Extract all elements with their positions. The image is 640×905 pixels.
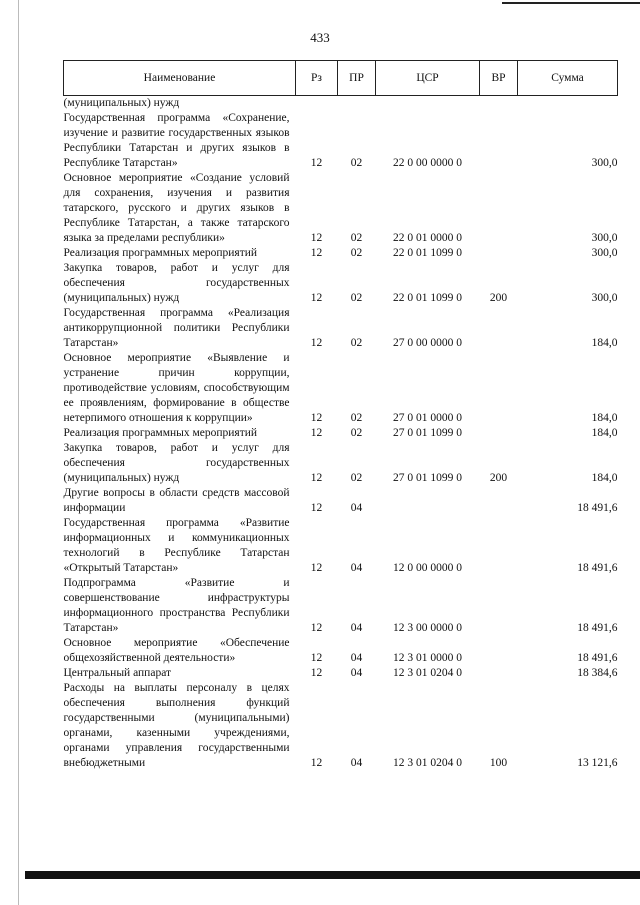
- cell-rz: 12: [310, 337, 323, 349]
- top-rule: [502, 2, 640, 4]
- cell-name: Закупка товаров, работ и услуг для обеспечения государственных (муниципальных) нужд: [63, 442, 290, 484]
- table-row: [64, 441, 618, 486]
- cell-csr: 27 0 01 1099 0: [393, 427, 462, 439]
- cell-csr: 12 3 01 0204 0: [393, 667, 462, 679]
- page-number: 433: [310, 30, 330, 45]
- cell-name: Подпрограмма «Развитие и совершенствование инфраструктуры информационного пространства Республики Татарстан»: [63, 577, 290, 634]
- cell-rz: 12: [310, 472, 323, 484]
- table-row: [64, 171, 618, 246]
- cell-rz: [296, 96, 338, 112]
- cell-name: Другие вопросы в области средств массовой информации: [63, 487, 290, 514]
- cell-pr: 04: [350, 757, 363, 769]
- cell-vr: [480, 306, 518, 351]
- cell-pr: 04: [350, 502, 363, 514]
- cell-csr: [376, 96, 480, 112]
- cell-name: Основное мероприятие «Создание условий для сохранения, изучения и развития татарского, русского и других языков в Республике Татарстан, а также татарского языка за пределами республики»: [63, 172, 290, 244]
- table-row: [64, 96, 618, 112]
- cell-vr: [480, 486, 518, 516]
- table-row: [64, 666, 618, 681]
- cell-sum: 300,0: [591, 247, 618, 259]
- table-row: [64, 681, 618, 771]
- table-row: [64, 351, 618, 426]
- cell-sum: 300,0: [591, 157, 618, 169]
- cell-pr: 02: [350, 412, 363, 424]
- cell-sum: 18 384,6: [577, 667, 618, 679]
- cell-pr: 02: [350, 472, 363, 484]
- table-row: [64, 306, 618, 351]
- table-body: [64, 96, 618, 772]
- table-row: [64, 246, 618, 261]
- bottom-scan-bar: [25, 871, 640, 879]
- cell-csr: 22 0 01 0000 0: [393, 232, 462, 244]
- cell-name: Реализация программных мероприятий: [63, 427, 258, 439]
- cell-sum: 300,0: [591, 232, 618, 244]
- cell-vr: [480, 96, 518, 112]
- cell-pr: 02: [350, 427, 363, 439]
- cell-sum: [518, 96, 618, 112]
- cell-csr: 27 0 00 0000 0: [393, 337, 462, 349]
- cell-vr: [480, 426, 518, 441]
- cell-vr: [480, 111, 518, 171]
- cell-vr: [480, 171, 518, 246]
- cell-sum: 18 491,6: [577, 502, 618, 514]
- cell-pr: 04: [350, 652, 363, 664]
- cell-sum: 184,0: [591, 337, 618, 349]
- cell-sum: 184,0: [591, 427, 618, 439]
- column-header-sum: Сумма: [518, 61, 618, 96]
- column-header-pr: ПР: [338, 61, 376, 96]
- column-header-rz: Рз: [296, 61, 338, 96]
- cell-csr: 27 0 01 1099 0: [393, 472, 462, 484]
- cell-name: Государственная программа «Сохранение, изучение и развитие государственных языков Республики Татарстан и других языков в Республике Татарстан»: [63, 112, 290, 169]
- cell-pr: 04: [350, 562, 363, 574]
- cell-vr: [480, 246, 518, 261]
- cell-sum: 18 491,6: [577, 622, 618, 634]
- cell-sum: 300,0: [591, 292, 618, 304]
- cell-csr: 12 0 00 0000 0: [393, 562, 462, 574]
- cell-rz: 12: [310, 667, 323, 679]
- cell-rz: 12: [310, 292, 323, 304]
- cell-name: Основное мероприятие «Выявление и устранение причин коррупции, противодействие условиям, способствующим ее проявлениям, формирование в обществе нетерпимого отношения к коррупции»: [63, 352, 290, 424]
- cell-csr: [376, 486, 480, 516]
- cell-sum: 184,0: [591, 472, 618, 484]
- cell-name: Центральный аппарат: [63, 667, 172, 679]
- cell-pr: 02: [350, 337, 363, 349]
- table-row: [64, 261, 618, 306]
- cell-vr: [480, 576, 518, 636]
- cell-pr: 02: [350, 292, 363, 304]
- cell-vr: [480, 636, 518, 666]
- cell-sum: 18 491,6: [577, 652, 618, 664]
- cell-rz: 12: [310, 562, 323, 574]
- table-row: [64, 111, 618, 171]
- cell-rz: 12: [310, 427, 323, 439]
- table-row: [64, 486, 618, 516]
- table-row: [64, 636, 618, 666]
- cell-vr: 100: [489, 757, 508, 769]
- table-row: [64, 576, 618, 636]
- cell-pr: 04: [350, 622, 363, 634]
- cell-csr: 27 0 01 0000 0: [393, 412, 462, 424]
- cell-csr: 22 0 01 1099 0: [393, 292, 462, 304]
- cell-csr: 12 3 01 0204 0: [393, 757, 462, 769]
- cell-rz: 12: [310, 232, 323, 244]
- column-header-vr: ВР: [480, 61, 518, 96]
- cell-pr: 02: [350, 157, 363, 169]
- cell-vr: [480, 666, 518, 681]
- cell-pr: [338, 96, 376, 112]
- column-header-csr: ЦСР: [376, 61, 480, 96]
- cell-csr: 12 3 00 0000 0: [393, 622, 462, 634]
- cell-rz: 12: [310, 502, 323, 514]
- table-header-row: [64, 61, 618, 96]
- page-left-edge: [18, 0, 19, 905]
- column-header-name: Наименование: [64, 61, 296, 96]
- cell-name: Расходы на выплаты персоналу в целях обеспечения выполнения функций государственными (муниципальными) органами, казенными учреждениями, органами управления государственными внебюджетными: [63, 682, 290, 769]
- budget-table: [63, 60, 618, 771]
- cell-name: (муниципальных) нужд: [63, 97, 180, 109]
- cell-rz: 12: [310, 157, 323, 169]
- cell-sum: 13 121,6: [577, 757, 618, 769]
- cell-name: Реализация программных мероприятий: [63, 247, 258, 259]
- cell-name: Государственная программа «Развитие информационных и коммуникационных технологий в Республике Татарстан «Открытый Татарстан»: [63, 517, 290, 574]
- cell-rz: 12: [310, 412, 323, 424]
- cell-name: Основное мероприятие «Обеспечение общехозяйственной деятельности»: [63, 637, 290, 664]
- cell-name: Государственная программа «Реализация антикоррупционной политики Республики Татарстан»: [63, 307, 290, 349]
- cell-csr: 22 0 00 0000 0: [393, 157, 462, 169]
- cell-rz: 12: [310, 622, 323, 634]
- cell-csr: 12 3 01 0000 0: [393, 652, 462, 664]
- cell-rz: 12: [310, 247, 323, 259]
- cell-rz: 12: [310, 652, 323, 664]
- cell-pr: 02: [350, 232, 363, 244]
- table-row: [64, 516, 618, 576]
- cell-vr: 200: [489, 472, 508, 484]
- table-row: [64, 426, 618, 441]
- cell-csr: 22 0 01 1099 0: [393, 247, 462, 259]
- cell-rz: 12: [310, 757, 323, 769]
- cell-name: Закупка товаров, работ и услуг для обеспечения государственных (муниципальных) нужд: [63, 262, 290, 304]
- cell-vr: 200: [489, 292, 508, 304]
- cell-vr: [480, 516, 518, 576]
- cell-sum: 18 491,6: [577, 562, 618, 574]
- cell-pr: 02: [350, 247, 363, 259]
- cell-sum: 184,0: [591, 412, 618, 424]
- cell-pr: 04: [350, 667, 363, 679]
- cell-vr: [480, 351, 518, 426]
